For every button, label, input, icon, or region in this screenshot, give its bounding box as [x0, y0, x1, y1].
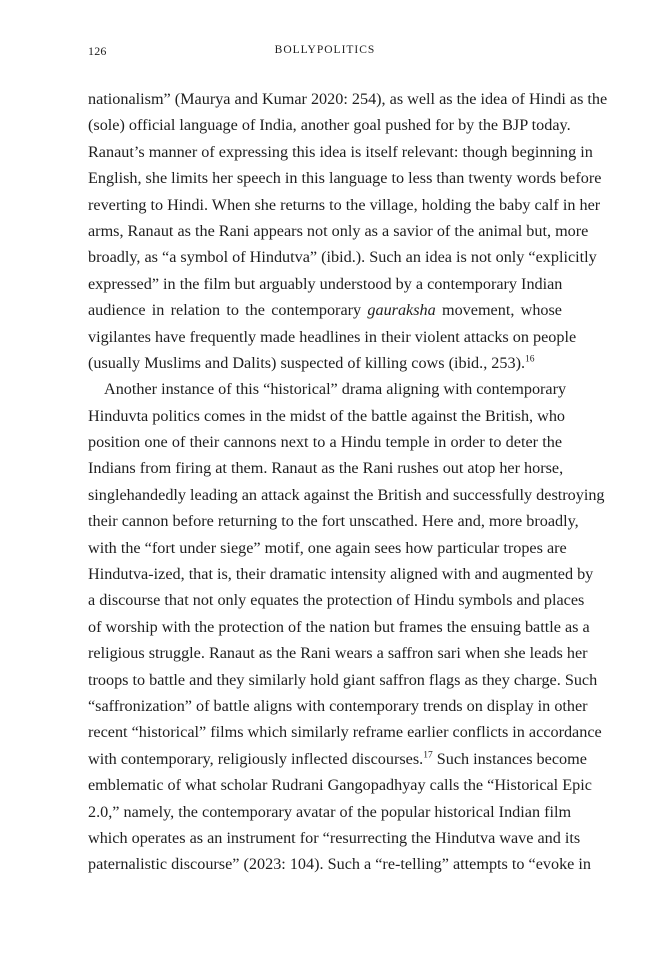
text-line: broadly, as “a symbol of Hindutva” (ibid.). Such an idea is not only “explicitly	[88, 248, 597, 267]
text-line: with the “fort under siege” motif, one again sees how particular tropes are	[88, 538, 567, 557]
text-line: which operates as an instrument for “resurrecting the Hindutva wave and its	[88, 828, 581, 847]
text-line: “saffronization” of battle aligns with contemporary trends on display in other	[88, 696, 588, 715]
running-title: BOLLYPOLITICS	[274, 44, 376, 56]
text-line: of worship with the protection of the nation but frames the ensuing battle as a	[88, 617, 590, 636]
text-line: troops to battle and they similarly hold giant saffron flags as they charge. Such	[88, 670, 598, 689]
page-number: 126	[88, 44, 107, 58]
text-line: paternalistic discourse” (2023: 104). Such a “re-telling” attempts to “evoke in	[88, 855, 591, 874]
text-line: religious struggle. Ranaut as the Rani wears a saffron sari when she leads her	[88, 644, 588, 663]
text-line: position one of their cannons next to a Hindu temple in order to deter the	[88, 433, 562, 452]
text-line: emblematic of what scholar Rudrani Gangopadhyay calls the “Historical Epic	[88, 776, 592, 795]
text-line: a discourse that not only equates the protection of Hindu symbols and places	[88, 591, 585, 610]
text-line	[88, 746, 587, 772]
text-line: Indians from firing at them. Ranaut as the Rani rushes out atop her horse,	[88, 459, 564, 478]
text-line: their cannon before returning to the fort unscathed. Here and, more broadly,	[88, 512, 579, 531]
text-line: English, she limits her speech in this language to less than twenty words before	[88, 169, 602, 188]
text-line: Hindutva-ized, that is, their dramatic intensity aligned with and augmented by	[88, 565, 594, 584]
running-head	[88, 44, 562, 62]
text-line: Another instance of this “historical” drama aligning with contemporary	[104, 380, 567, 399]
text-line: Hinduvta politics comes in the midst of the battle against the British, who	[88, 406, 566, 425]
text-segment: with contemporary, religiously inflected discourses.	[88, 749, 424, 768]
text-line: Ranaut’s manner of expressing this idea is itself relevant: though beginning in	[88, 142, 593, 161]
text-line: 2.0,” namely, the contemporary avatar of the popular historical Indian film	[88, 802, 572, 821]
text-line: (sole) official language of India, another goal pushed for by the BJP today.	[88, 116, 571, 135]
text-line: recent “historical” films which similarly reframe earlier conflicts in accordance	[88, 723, 602, 742]
body-text	[88, 86, 608, 878]
text-line	[88, 350, 562, 376]
text-line: nationalism” (Maurya and Kumar 2020: 254), as well as the idea of Hindi as the	[88, 90, 608, 108]
text-line: expressed” in the film but arguably understood by a contemporary Indian	[88, 274, 563, 293]
text-line	[88, 297, 562, 323]
text-segment: (usually Muslims and Dalits) suspected of killing cows (ibid., 253).	[88, 353, 526, 372]
footnote-ref: 17	[423, 750, 433, 761]
text-line: arms, Ranaut as the Rani appears not only as a savior of the animal but, more	[88, 221, 589, 240]
italic-term: gauraksha	[367, 301, 436, 320]
text-segment: Such instances become	[432, 749, 587, 768]
text-line: vigilantes have frequently made headlines in their violent attacks on people	[88, 327, 577, 346]
footnote-ref: 16	[525, 354, 535, 365]
text-line: singlehandedly leading an attack against the British and successfully destroying	[88, 485, 605, 504]
text-segment: movement, whose	[435, 301, 562, 320]
text-line: reverting to Hindi. When she returns to the village, holding the baby calf in her	[88, 195, 601, 214]
text-segment: audience in relation to the contemporary	[88, 301, 368, 320]
